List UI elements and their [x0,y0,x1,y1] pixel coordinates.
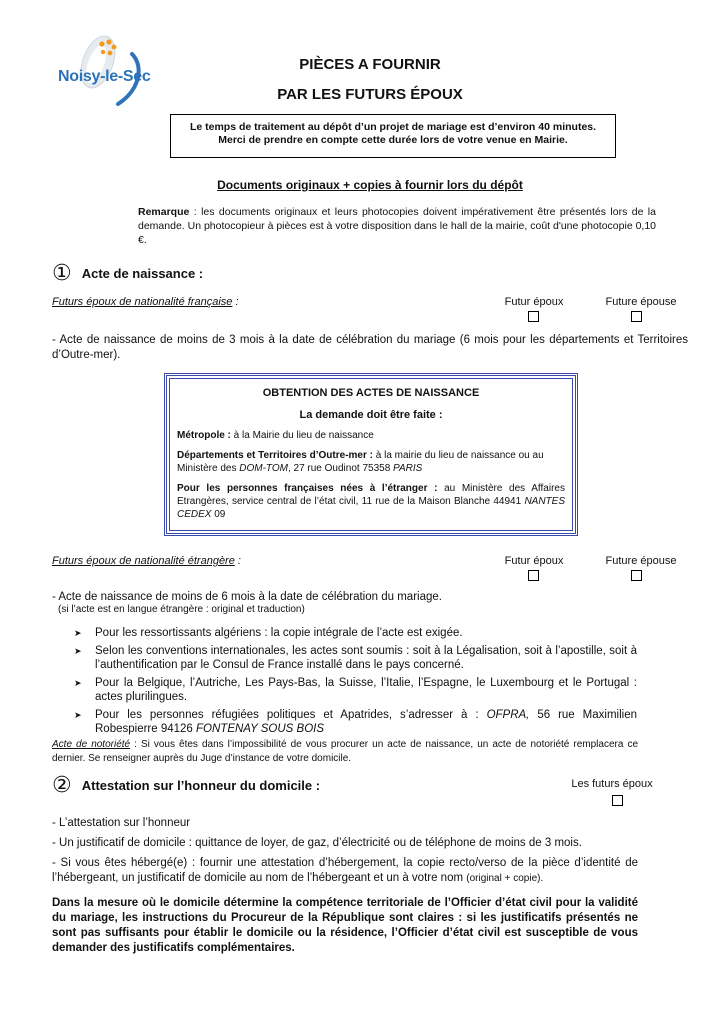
list-item: ➤ Pour la Belgique, l’Autriche, Les Pays-Bas, la Suisse, l’Italie, l’Espagne, le Luxembourg et le Portugal : actes plurilingues. [74,676,637,703]
list-item: ➤ Pour les personnes réfugiées politiques et Apatrides, s’adresser à : OFPRA, 56 rue Maximilien Robespierre 94126 FONTENAY SOUS BOIS [74,708,637,735]
remark-paragraph [138,205,656,247]
page-title-line1: PIÈCES A FOURNIR [299,56,441,73]
arrow-bullet-icon: ➤ [74,628,82,638]
obtention-etranger: Pour les personnes françaises nées à l’étranger : au Ministère des Affaires Etrangères, service central de l’état civil, 11 rue de la Maison Blanche 44941 NANTES CEDEX 09 [177,483,565,520]
justificatif-item: - Un justificatif de domicile : quittance de loyer, de gaz, d’électricité ou de téléphone de moins de 3 mois. [52,837,582,849]
final-paragraph: Dans la mesure où le domicile détermine la compétence territoriale de l’Officier d’état civil pour la validité du mariage, les instructions du Procureur de la République sont claires : si les justificatifs présentés ne sont pas suffisants pour établir le domicile ou la résidence, l’Officier d’état civil est susceptible de vous demander des justificatifs complémentaires. [52,897,638,954]
checkbox-futur-epoux-fr[interactable] [528,311,539,322]
checkbox-future-epouse-fr[interactable] [631,311,642,322]
col-future-epouse-1: Future épouse [605,296,677,308]
arrow-bullet-icon: ➤ [74,709,82,720]
checkbox-futur-epoux-etr[interactable] [528,570,539,581]
col-future-epouse-2: Future épouse [605,555,677,567]
notice-line2: Merci de prendre en compte cette durée lors de votre venue en Mairie. [218,134,568,146]
obtention-title: OBTENTION DES ACTES DE NAISSANCE [262,387,480,399]
obtention-box [164,373,578,536]
attestation-item: - L’attestation sur l’honneur [52,817,191,829]
remark-text: : les documents originaux et leurs photocopies doivent impérativement être présentés lors de la demande. Un photocopieur à pièces est à votre disposition dans le hall de la mairie, coût d'une photocopie 0,10 €. [138,206,657,246]
notoriete-label: Acte de notoriété [52,739,131,750]
section1-number: ① [52,260,72,285]
french-nationals-label: Futurs époux de nationalité française : [52,296,239,308]
section2-number: ② [52,772,72,797]
remark-label: Remarque [138,206,190,218]
notice-line1: Le temps de traitement au dépôt d’un projet de mariage est d’environ 40 minutes. [189,121,597,133]
logo-text: Noisy-le-Sec [58,68,151,85]
page-title-line2: PAR LES FUTURS ÉPOUX [277,86,463,103]
heberge-item: - Si vous êtes hébergé(e) : fournir une attestation d’hébergement, la copie recto/verso de la pièce d’identité de l’hébergeant, un justificatif de domicile au nom de l’hébergeant et un à votre nom (original + copie). [52,857,638,884]
foreign-translation-note: (si l’acte est en langue étrangère : original et traduction) [58,604,305,615]
arrow-bullet-icon: ➤ [74,677,82,688]
obtention-dom-tom: Départements et Territoires d’Outre-mer : à la mairie du lieu de naissance ou au Ministère des DOM-TOM, 27 rue Oudinot 75358 PARIS [177,450,544,474]
checkbox-future-epouse-etr[interactable] [631,570,642,581]
col-futurs-epoux: Les futurs époux [571,778,653,790]
arrow-bullet-icon: ➤ [74,645,82,656]
col-futur-epoux-1: Futur époux [504,296,564,308]
obtention-subtitle: La demande doit être faite : [299,409,443,421]
foreign-nationals-label: Futurs époux de nationalité étrangère : [52,555,241,567]
section1-heading [52,262,203,284]
french-nationals-text: Futurs époux de nationalité française [52,296,233,308]
section2-heading [52,774,320,796]
col-futur-epoux-2: Futur époux [504,555,564,567]
foreign-nationals-text: Futurs époux de nationalité étrangère [52,555,235,567]
foreign-bullet-list [74,626,637,740]
section2-title: Attestation sur l’honneur du domicile : [81,777,321,793]
obtention-metropole: Métropole : à la Mairie du lieu de naissance [177,430,374,441]
processing-time-notice [170,114,616,158]
list-item: ➤ Selon les conventions internationales, les actes sont soumis : soit à la Légalisation, soit à l’apostille, soit à l’authentification par le Consul de France installé dans le pays concerné. [74,644,637,671]
list-item: ➤ Pour les ressortissants algériens : la copie intégrale de l’acte est exigée. [74,627,463,639]
french-birth-certificate-text: - Acte de naissance de moins de 3 mois à la date de célébration du mariage (6 mois pour les départements et Territoires d’Outre-mer). [52,334,688,361]
logo [56,32,172,110]
checkbox-futurs-epoux[interactable] [612,795,623,806]
foreign-birth-certificate-text: - Acte de naissance de moins de 6 mois à la date de célébration du mariage. [52,591,442,603]
documents-heading: Documents originaux + copies à fournir lors du dépôt [217,178,523,192]
section1-title: Acte de naissance : [81,265,204,281]
notoriete-note: Acte de notoriété : Si vous êtes dans l’impossibilité de vous procurer un acte de naissance, un acte de notoriété remplacera ce dernier. Se renseigner auprès du Juge d’instance de votre domicile. [52,739,639,764]
